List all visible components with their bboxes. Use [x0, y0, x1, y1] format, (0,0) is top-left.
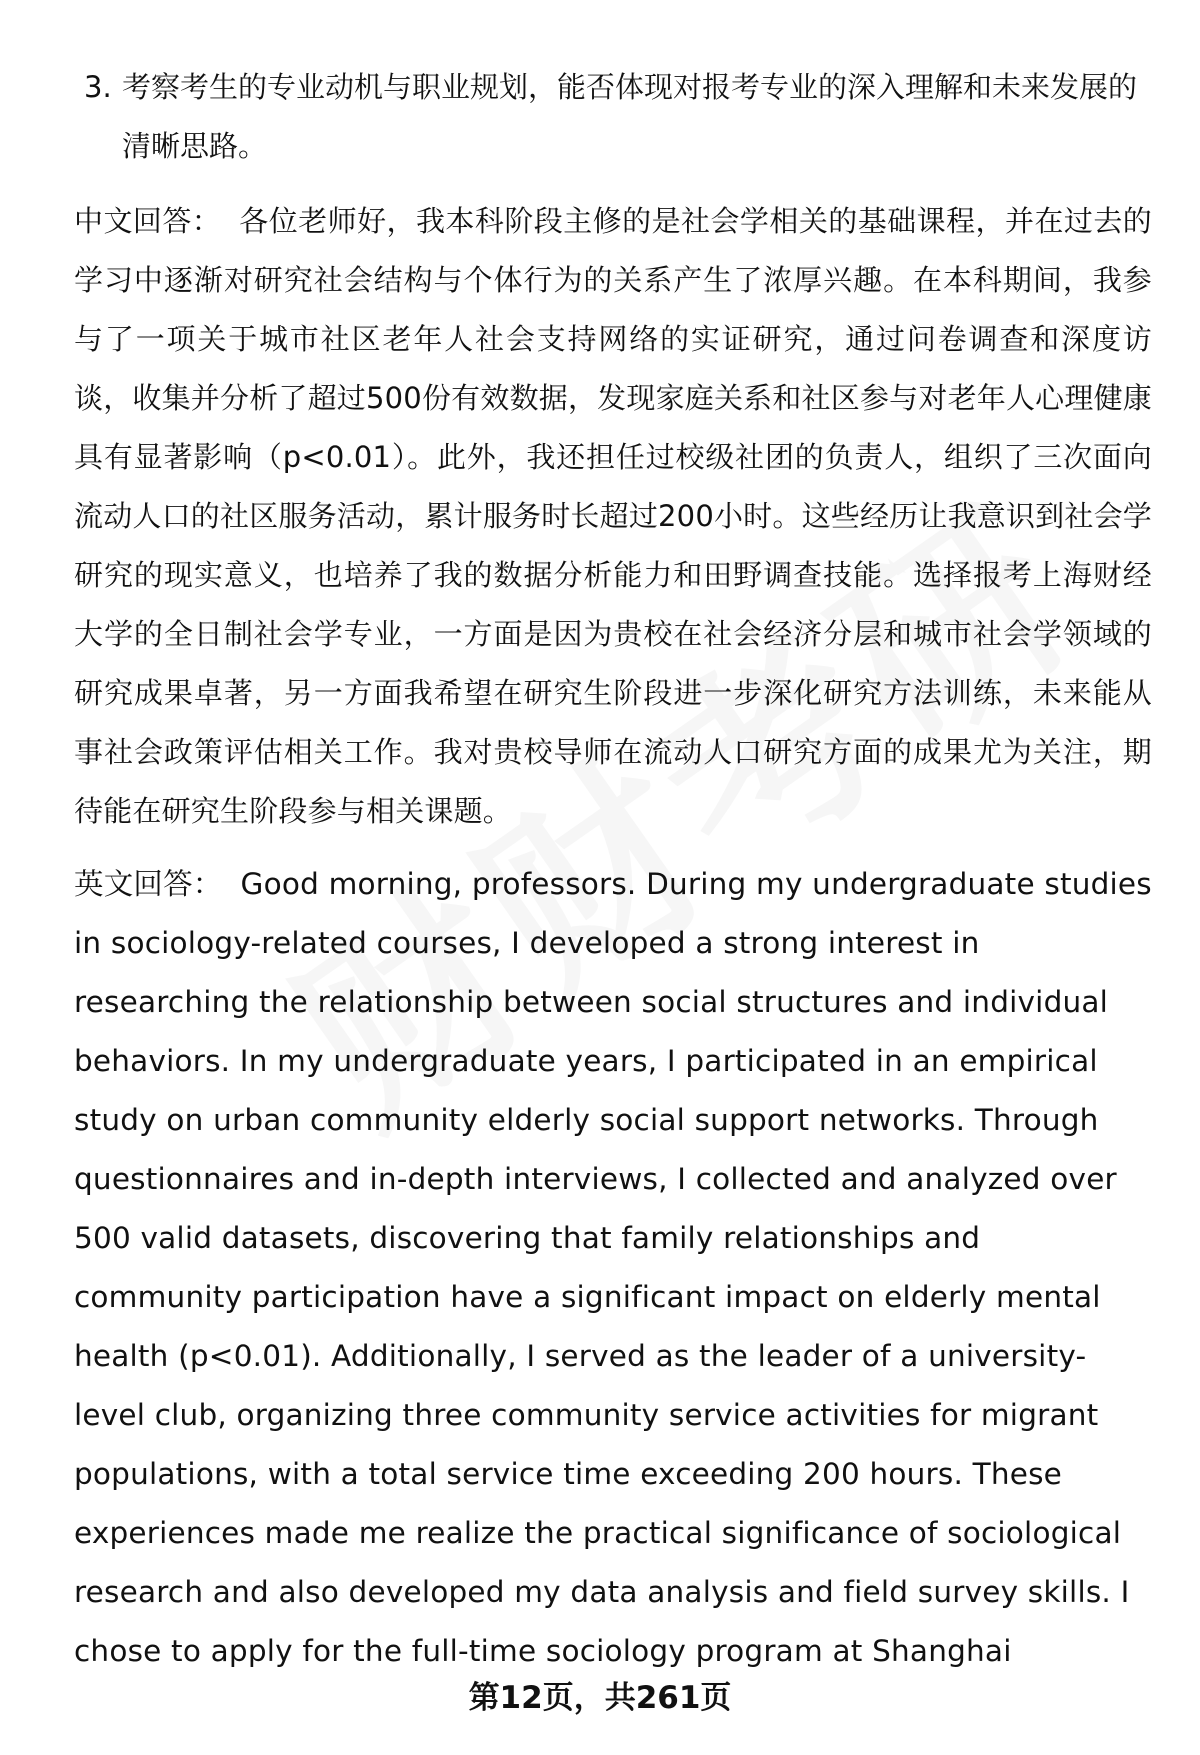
chinese-answer-text: 各位老师好，我本科阶段主修的是社会学相关的基础课程，并在过去的学习中逐渐对研究社会结构与个体行为的关系产生了浓厚兴趣。在本科期间，我参与了一项关于城市社区老年人社会支持网络的实证研究，通过问卷调查和深度访谈，收集并分析了超过500份有效数据，发现家庭关系和社区参与对老年人心理健康具有显著影响（p<0.01）。此外，我还担任过校级社团的负责人，组织了三次面向流动人口的社区服务活动，累计服务时长超过200小时。这些经历让我意识到社会学研究的现实意义，也培养了我的数据分析能力和田野调查技能。选择报考上海财经大学的全日制社会学专业，一方面是因为贵校在社会经济分层和城市社会学领域的研究成果卓著，另一方面我希望在研究生阶段进一步深化研究方法训练，未来能从事社会政策评估相关工作。我对贵校导师在流动人口研究方面的成果尤为关注，期待能在研究生阶段参与相关课题。 [74, 204, 1152, 828]
english-answer-label: 英文回答： [74, 867, 223, 901]
page-number-label: 第12页，共261页 [468, 1680, 732, 1716]
english-answer-paragraph [74, 855, 1152, 1681]
question-text: 考察考生的专业动机与职业规划，能否体现对报考专业的深入理解和未来发展的清晰思路。 [122, 70, 1138, 163]
question-item [84, 58, 1152, 176]
question-number: 3. [84, 70, 112, 104]
chinese-answer-label: 中文回答： [74, 204, 222, 238]
chinese-answer-paragraph [74, 192, 1152, 841]
page-footer [0, 1672, 1200, 1717]
english-answer-text: Good morning, professors. During my undergraduate studies in sociology-related courses, I developed a strong interest in researching the relationship between social structures and individual behaviors. In my undergraduate years, I participated in an empirical study on urban community elderly social support networks. Through questionnaires and in-depth interviews, I collected and analyzed over 500 valid datasets, discovering that family relationships and community participation have a significant impact on elderly mental health (p<0.01). Additionally, I served as the leader of a university-level club, organizing three community service activities for migrant populations, with a total service time exceeding 200 hours. These experiences made me realize the practical significance of sociological research and also developed my data analysis and field survey skills. I chose to apply for the full-time sociology program at Shanghai [74, 867, 1152, 1668]
